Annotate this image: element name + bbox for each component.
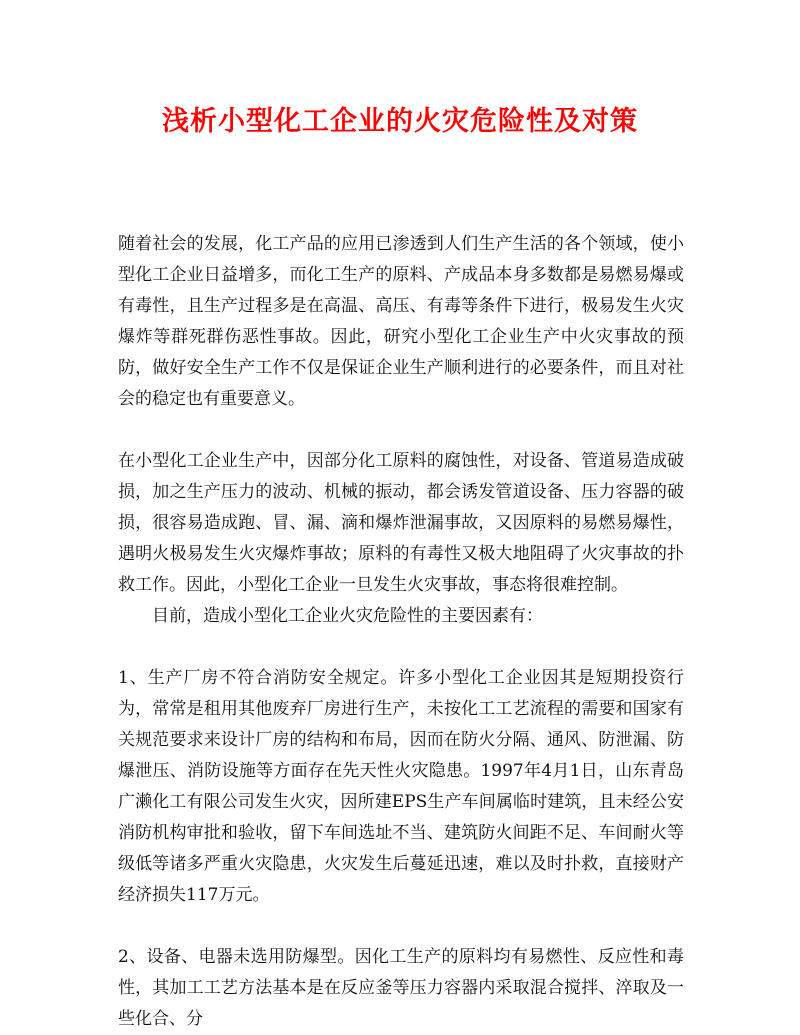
paragraph-spacer — [118, 415, 684, 446]
document-title: 浅析小型化工企业的火灾危险性及对策 — [162, 106, 638, 137]
paragraph-factor-1: 1、生产厂房不符合消防安全规定。许多小型化工企业因其是短期投资行为，常常是租用其他废弃厂房进行生产，未按化工工艺流程的需要和国家有关规范要求来设计厂房的结构和布局，因而在防火分隔、通风、防泄漏、防爆泄压、消防设施等方面存在先天性火灾隐患。1997年4月1日，山东青岛广濑化工有限公司发生火灾，因所建EPS生产车间属临时建筑，且未经公安消防机构审批和验收，留下车间选址不当、建筑防火间距不足、车间耐火等级低等诸多严重火灾隐患，火灾发生后蔓延迅速，难以及时扑救，直接财产经济损失117万元。 — [118, 668, 684, 905]
document-body — [118, 229, 684, 1035]
paragraph-factor-2: 2、设备、电器未选用防爆型。因化工生产的原料均有易燃性、反应性和毒性，其加工工艺方法基本是在反应釜等压力容器内采取混合搅拌、淬取及一些化合、分 — [118, 947, 684, 1029]
paragraph-hazards: 在小型化工企业生产中，因部分化工原料的腐蚀性，对设备、管道易造成破损，加之生产压力的波动、机械的振动，都会诱发管道设备、压力容器的破损，很容易造成跑、冒、漏、滴和爆炸泄漏事故，又因原料的易燃易爆性，遇明火极易发生火灾爆炸事故；原料的有毒性又极大地阻碍了火灾事故的扑救工作。因此，小型化工企业一旦发生火灾事故，事态将很难控制。 — [118, 451, 684, 595]
paragraph-factors-intro: 目前，造成小型化工企业火灾危险性的主要因素有： — [152, 606, 543, 626]
paragraph-intro: 随着社会的发展，化工产品的应用已渗透到人们生产生活的各个领域，使小型化工企业日益增多，而化工生产的原料、产成品本身多数都是易燃易爆或有毒性，且生产过程多是在高温、高压、有毒等条件下进行，极易发生火灾爆炸等群死群伤恶性事故。因此，研究小型化工企业生产中火灾事故的预防，做好安全生产工作不仅是保证企业生产顺利进行的必要条件，而且对社会的稳定也有重要意义。 — [118, 234, 684, 409]
paragraph-spacer — [118, 911, 684, 942]
paragraph-spacer — [118, 632, 684, 663]
